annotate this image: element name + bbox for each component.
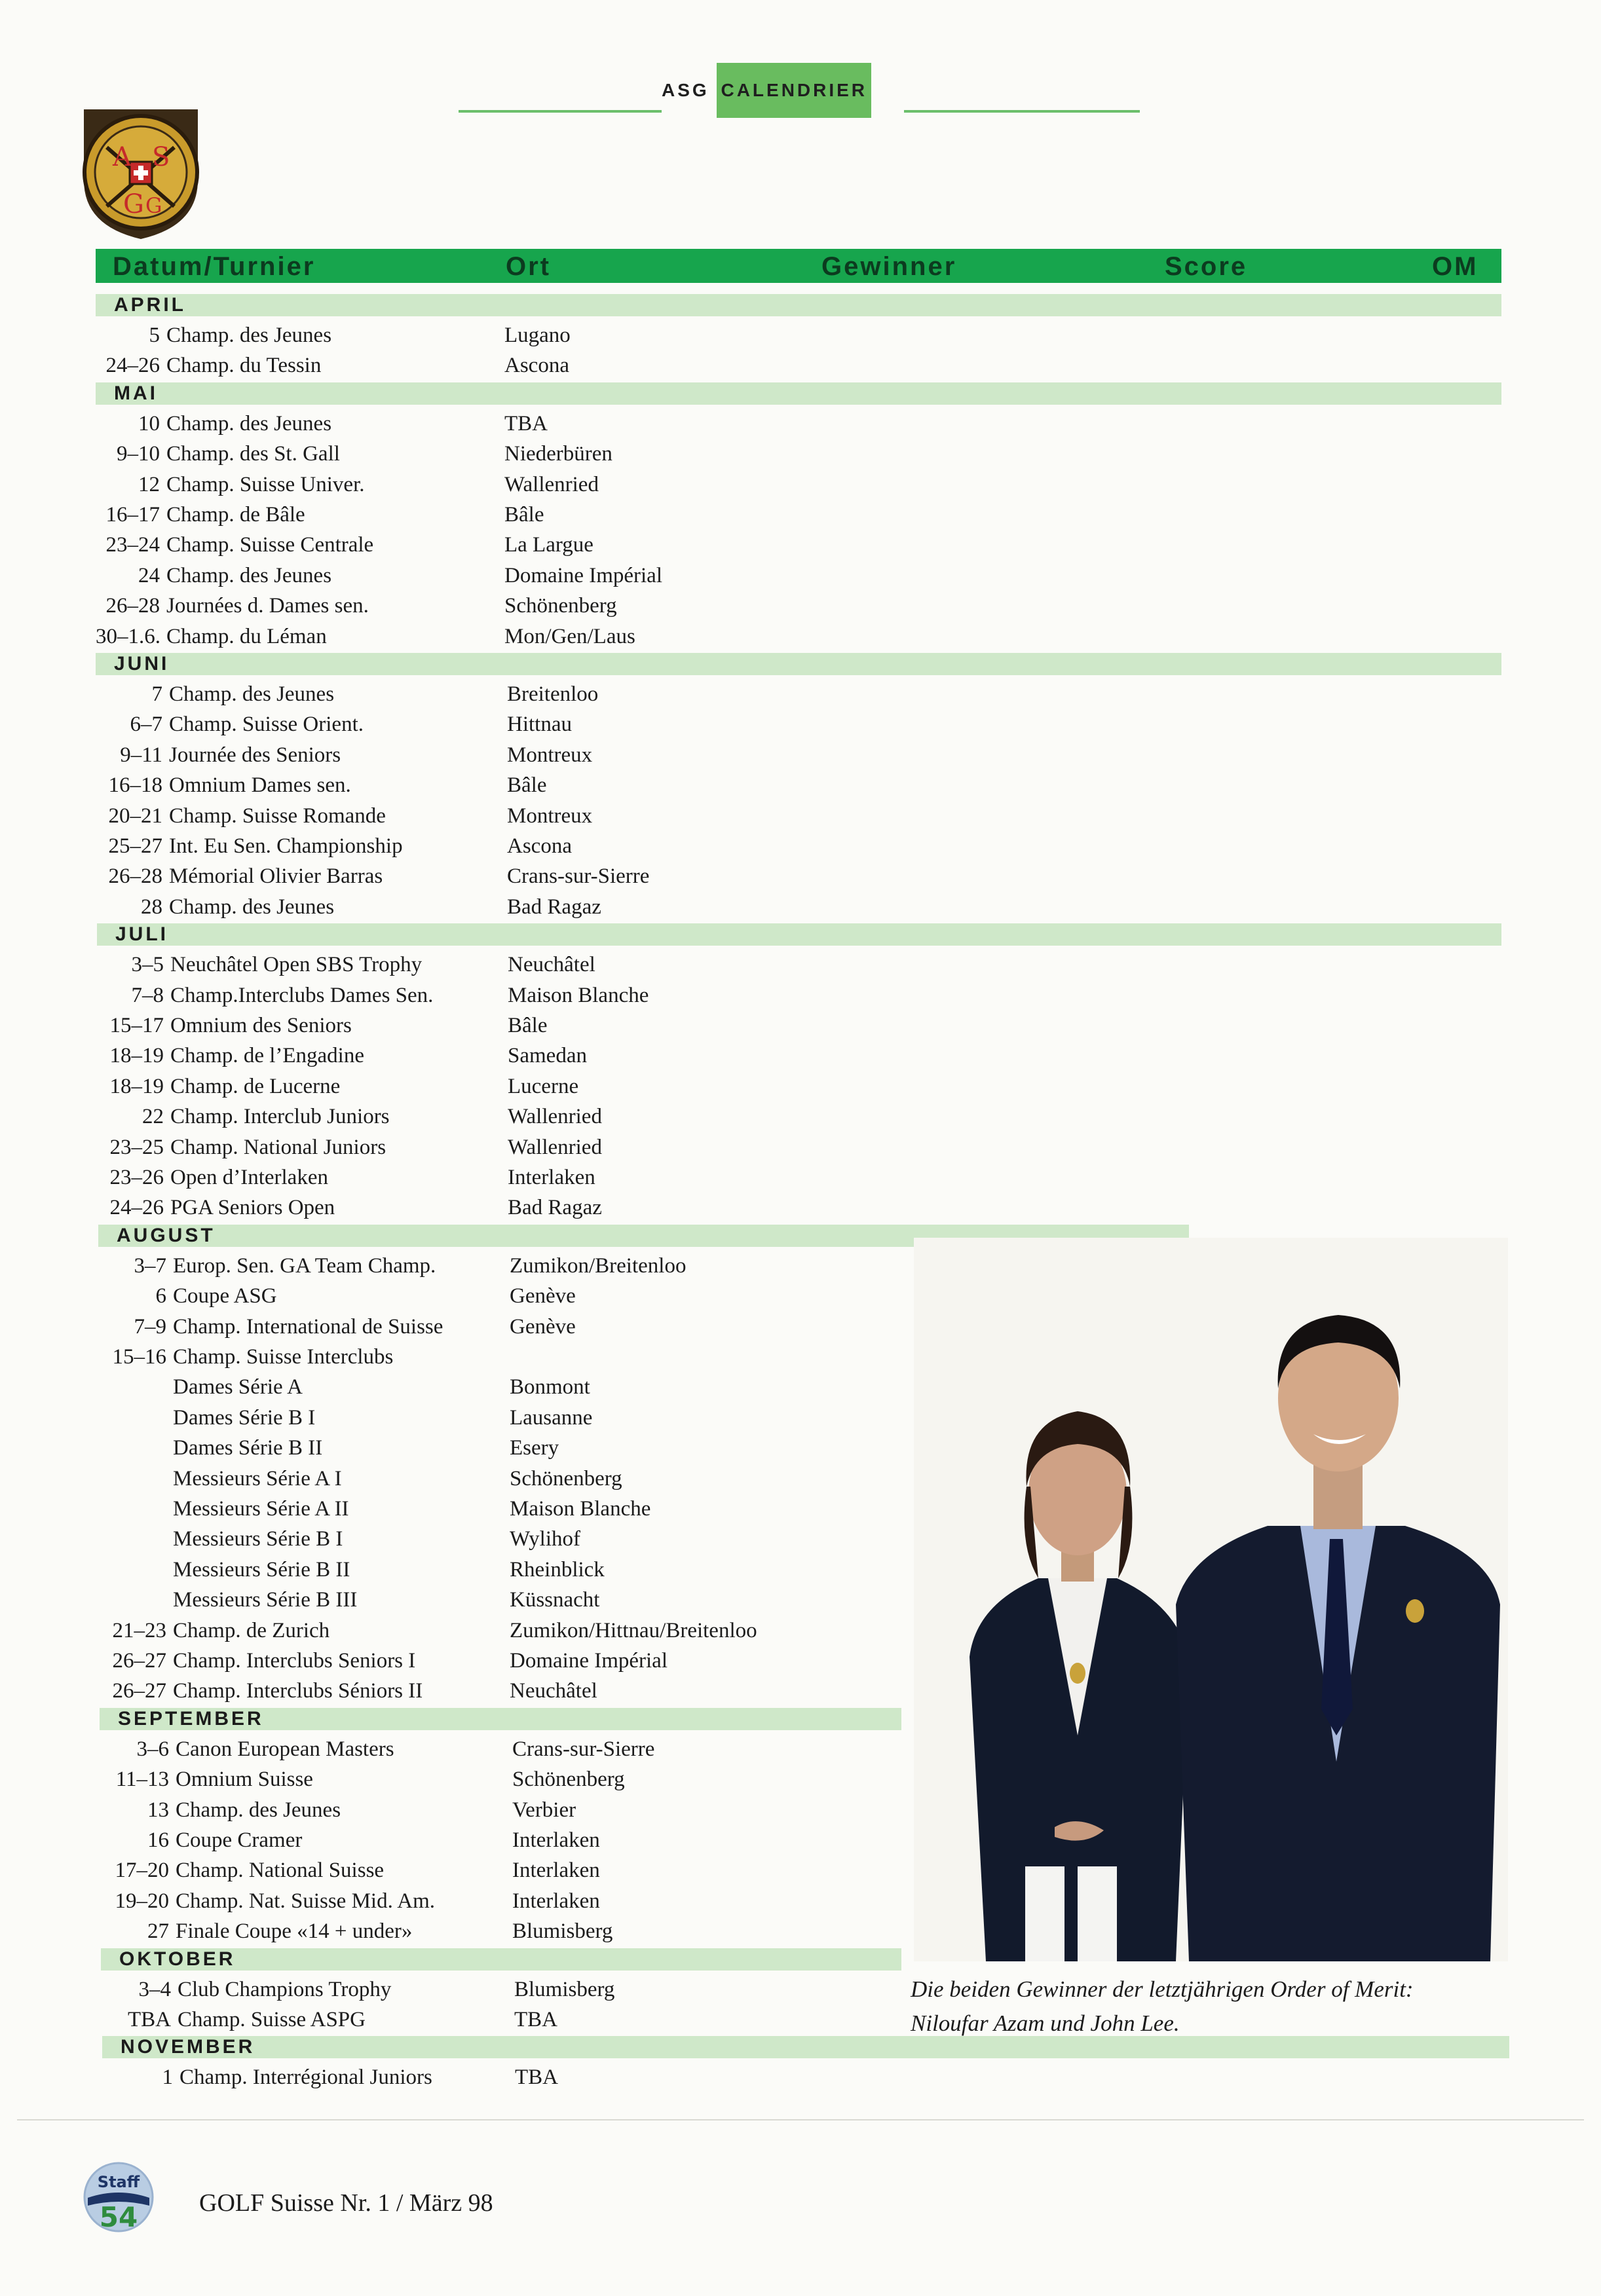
event-place: Montreux	[507, 743, 593, 767]
calendar-event-row	[102, 1524, 856, 1554]
event-name: Mémorial Olivier Barras	[169, 864, 383, 889]
event-name: Canon European Masters	[176, 1737, 394, 1761]
event-place: Esery	[510, 1436, 559, 1460]
calendar-event-row	[102, 1251, 856, 1281]
header-title	[662, 63, 871, 118]
calendar-event-row	[96, 530, 849, 560]
event-date: 26–28	[108, 864, 162, 889]
event-name: Champ. Suisse Orient.	[169, 713, 364, 737]
event-name: Champ. de Zurich	[173, 1618, 330, 1642]
calendar-event-row	[105, 1795, 858, 1825]
calendar-event-row	[96, 409, 849, 439]
event-date: 19–20	[115, 1889, 169, 1913]
month-header: NOVEMBER	[102, 2036, 1509, 2058]
event-date: 15–16	[112, 1345, 166, 1369]
logo-letter-g-small: G	[145, 193, 162, 218]
month-header: SEPTEMBER	[100, 1708, 901, 1730]
event-place: Maison Blanche	[508, 983, 649, 1007]
event-date: 9–11	[120, 743, 162, 767]
event-date: 7	[151, 682, 162, 706]
event-name: Journée des Seniors	[169, 743, 341, 767]
header-title-prefix: ASG	[662, 80, 717, 100]
event-date: 22	[142, 1105, 164, 1129]
calendar-event-row	[96, 500, 849, 530]
event-date: 21–23	[112, 1618, 166, 1642]
event-place: Verbier	[512, 1798, 576, 1822]
event-place: Samedan	[508, 1044, 587, 1068]
footer-divider	[17, 2119, 1584, 2120]
event-place: Bâle	[508, 1014, 548, 1037]
event-name: Champ. des Jeunes	[169, 895, 335, 919]
month-header: OKTOBER	[101, 1948, 901, 1971]
event-name: Champ. des Jeunes	[169, 682, 335, 706]
event-place: Wallenried	[508, 1105, 602, 1129]
header-rule-left	[459, 110, 662, 113]
calendar-event-row	[100, 1132, 853, 1162]
event-place: Crans-sur-Sierre	[512, 1737, 655, 1761]
event-place: Wylihof	[510, 1527, 580, 1551]
calendar-event-row	[102, 1494, 856, 1524]
event-name: Champ. Suisse ASPG	[178, 2008, 366, 2031]
event-name: PGA Seniors Open	[170, 1196, 335, 1220]
event-name: Champ. de Lucerne	[170, 1074, 341, 1098]
event-place: Domaine Impérial	[504, 563, 662, 587]
calendar-event-row	[105, 1916, 858, 1946]
event-name: Messieurs Série A II	[173, 1497, 349, 1521]
event-place: TBA	[515, 2065, 558, 2090]
winners-photo	[914, 1238, 1508, 1961]
calendar-event-row	[107, 1974, 860, 2005]
event-name: Champ. Interclubs Séniors II	[173, 1679, 423, 1703]
event-date: 5	[149, 324, 160, 347]
event-name: Champ. International de Suisse	[173, 1314, 443, 1339]
calendar-event-row	[100, 1162, 853, 1193]
event-place: Montreux	[507, 804, 593, 828]
event-name: Champ. Nat. Suisse Mid. Am.	[176, 1889, 436, 1913]
event-place: Bad Ragaz	[508, 1196, 602, 1220]
month-header: JUNI	[96, 653, 1501, 675]
event-name: Champ. Suisse Interclubs	[173, 1345, 394, 1369]
calendar-event-row	[100, 1193, 853, 1223]
event-place: Lugano	[504, 324, 571, 347]
calendar-event-row	[105, 1825, 858, 1855]
event-name: Champ. des St. Gall	[166, 442, 340, 466]
event-date: 23–24	[105, 533, 160, 557]
event-name: Messieurs Série B I	[173, 1527, 343, 1551]
event-name: Champ. National Suisse	[176, 1859, 385, 1883]
column-om: OM	[1432, 252, 1479, 281]
month-header: AUGUST	[98, 1225, 1189, 1247]
calendar-event-row	[102, 1281, 856, 1311]
calendar-event-row	[98, 679, 852, 709]
event-place: Bad Ragaz	[507, 895, 601, 919]
event-place: Crans-sur-Sierre	[507, 864, 650, 889]
event-name: Europ. Sen. GA Team Champ.	[173, 1253, 436, 1278]
calendar-event-row	[98, 861, 852, 891]
event-date: 17–20	[115, 1859, 169, 1883]
logo-letter-a: A	[113, 142, 132, 172]
column-ort: Ort	[506, 252, 551, 281]
event-date: 26–27	[112, 1649, 166, 1673]
calendar-event-row	[100, 1010, 853, 1041]
event-name: Champ. Interclubs Seniors I	[173, 1649, 416, 1673]
calendar-event-row	[96, 439, 849, 469]
logo-letter-g: G	[123, 189, 144, 219]
event-date: 24–26	[109, 1196, 164, 1220]
event-name: Omnium Suisse	[176, 1768, 313, 1792]
calendar-event-row	[100, 1071, 853, 1102]
event-place: Hittnau	[507, 713, 572, 737]
running-header	[459, 63, 1140, 118]
event-name: Champ. du Léman	[166, 624, 327, 648]
event-name: Dames Série A	[173, 1375, 303, 1399]
calendar-event-row	[105, 1886, 858, 1916]
calendar-event-row	[98, 770, 852, 800]
column-score: Score	[1165, 252, 1248, 281]
event-place: Ascona	[504, 354, 569, 378]
calendar-event-row	[102, 1433, 856, 1463]
event-date: 27	[147, 1919, 169, 1944]
calendar-event-row	[98, 740, 852, 770]
event-name: Omnium des Seniors	[170, 1014, 352, 1037]
calendar-event-row	[100, 980, 853, 1010]
calendar-event-row	[100, 1041, 853, 1071]
event-place: Lucerne	[508, 1074, 579, 1098]
event-date: 18–19	[109, 1044, 164, 1068]
event-name: Messieurs Série A I	[173, 1466, 342, 1491]
event-date: 11–13	[115, 1768, 169, 1792]
event-place: Interlaken	[512, 1859, 600, 1883]
event-date: 16	[147, 1828, 169, 1852]
event-place: Lausanne	[510, 1405, 593, 1430]
calendar-event-row	[98, 709, 852, 739]
event-date: 26–27	[112, 1679, 166, 1703]
event-name: Champ. des Jeunes	[166, 324, 332, 347]
caption-line-2: Niloufar Azam und John Lee.	[911, 2010, 1180, 2036]
event-name: Champ. du Tessin	[166, 354, 322, 378]
event-place: Bâle	[507, 773, 547, 798]
asg-logo	[77, 102, 204, 243]
calendar-event-row	[105, 1764, 858, 1794]
event-date: 3–7	[134, 1253, 166, 1278]
month-header: APRIL	[96, 294, 1501, 316]
event-place: Niederbüren	[504, 442, 612, 466]
event-name: Open d’Interlaken	[170, 1166, 328, 1189]
event-date: 28	[141, 895, 162, 919]
header-rule-right	[904, 110, 1140, 113]
event-date: 6	[155, 1284, 166, 1308]
event-place: Wallenried	[504, 472, 599, 496]
page-number: 54	[99, 2201, 138, 2233]
event-date: 3–4	[138, 1977, 171, 2001]
staff-badge	[83, 2161, 155, 2233]
calendar-event-row	[102, 1403, 856, 1433]
badge-brand-text: Staff	[97, 2173, 140, 2191]
event-date: 26–28	[105, 594, 160, 618]
calendar-event-row	[96, 561, 849, 591]
event-date: 13	[147, 1798, 169, 1822]
event-date: 16–18	[108, 773, 162, 798]
calendar-event-row	[102, 1312, 856, 1342]
logo-letter-s: S	[152, 142, 170, 172]
calendar-event-row	[98, 831, 852, 861]
event-date: 7–9	[134, 1314, 166, 1339]
event-place: Interlaken	[508, 1166, 595, 1189]
event-name: Messieurs Série B III	[173, 1588, 358, 1612]
event-name: Champ. Interclub Juniors	[170, 1105, 390, 1129]
event-place: Neuchâtel	[510, 1679, 597, 1703]
event-date: 12	[138, 472, 160, 496]
event-date: 18–19	[109, 1074, 164, 1098]
event-place: Wallenried	[508, 1135, 602, 1159]
event-name: Champ. des Jeunes	[176, 1798, 341, 1822]
event-date: 23–26	[109, 1166, 164, 1189]
column-datum: Datum/Turnier	[113, 252, 316, 281]
event-date: 6–7	[130, 713, 162, 737]
event-place: Rheinblick	[510, 1557, 605, 1582]
event-date: 23–25	[109, 1135, 164, 1159]
calendar-event-row	[100, 950, 853, 980]
event-place: La Largue	[504, 533, 593, 557]
event-place: Blumisberg	[514, 1977, 615, 2001]
footer-publication: GOLF Suisse Nr. 1 / März 98	[199, 2189, 493, 2217]
event-date: 9–10	[117, 442, 160, 466]
calendar-event-row	[107, 2005, 860, 2035]
calendar-event-row	[96, 591, 849, 621]
event-place: Bâle	[504, 503, 544, 527]
calendar-event-row	[102, 1616, 856, 1646]
event-date: 3–5	[131, 953, 164, 977]
event-date: 3–6	[136, 1737, 169, 1761]
event-place: Schönenberg	[504, 594, 617, 618]
calendar-event-row	[100, 1102, 853, 1132]
event-place: Küssnacht	[510, 1588, 600, 1612]
event-place: Zumikon/Breitenloo	[510, 1253, 687, 1278]
event-date: 16–17	[105, 503, 160, 527]
calendar-event-row	[96, 621, 849, 652]
event-name: Champ. Suisse Centrale	[166, 533, 374, 557]
event-place: Genève	[510, 1314, 576, 1339]
event-place: Mon/Gen/Laus	[504, 624, 635, 648]
calendar-event-row	[102, 1646, 856, 1676]
month-header: MAI	[96, 382, 1501, 405]
event-name: Finale Coupe «14 + under»	[176, 1919, 413, 1944]
calendar-event-row	[102, 1676, 856, 1706]
event-place: Neuchâtel	[508, 953, 595, 977]
calendar-event-row	[98, 892, 852, 922]
column-header-bar	[96, 249, 1501, 283]
event-name: Champ. des Jeunes	[166, 563, 332, 587]
event-place: TBA	[514, 2008, 557, 2031]
calendar-event-row	[98, 801, 852, 831]
calendar-event-row	[96, 350, 849, 380]
event-place: Domaine Impérial	[510, 1649, 668, 1673]
event-name: Coupe ASG	[173, 1284, 277, 1308]
event-date: 20–21	[108, 804, 162, 828]
event-date: 10	[138, 411, 160, 435]
event-name: Neuchâtel Open SBS Trophy	[170, 953, 423, 977]
event-place: Zumikon/Hittnau/Breitenloo	[510, 1618, 757, 1642]
event-place: Interlaken	[512, 1828, 600, 1852]
event-name: Champ. des Jeunes	[166, 411, 332, 435]
event-date: 24	[138, 563, 160, 587]
event-place: Bonmont	[510, 1375, 590, 1399]
header-title-highlight: CALENDRIER	[717, 63, 871, 118]
calendar-event-row	[105, 1855, 858, 1885]
event-place: Breitenloo	[507, 682, 599, 706]
event-name: Champ. de l’Engadine	[170, 1044, 365, 1068]
event-date: 1	[162, 2065, 173, 2090]
event-name: Champ.Interclubs Dames Sen.	[170, 983, 434, 1007]
event-name: Club Champions Trophy	[178, 1977, 392, 2001]
calendar-event-row	[96, 470, 849, 500]
event-place: Interlaken	[512, 1889, 600, 1913]
event-place: Maison Blanche	[510, 1497, 651, 1521]
column-gewinner: Gewinner	[821, 252, 957, 281]
event-date: 30–1.6.	[96, 624, 160, 648]
event-date: 25–27	[108, 834, 162, 858]
event-name: Champ. Interrégional Juniors	[179, 2065, 432, 2090]
event-date: 15–17	[109, 1014, 164, 1037]
event-name: Int. Eu Sen. Championship	[169, 834, 403, 858]
event-place: Ascona	[507, 834, 572, 858]
event-name: Coupe Cramer	[176, 1828, 303, 1852]
calendar-event-row	[102, 1372, 856, 1402]
event-name: Messieurs Série B II	[173, 1557, 350, 1582]
calendar-event-row	[109, 2062, 862, 2092]
calendar-event-row	[102, 1585, 856, 1615]
event-place: Blumisberg	[512, 1919, 613, 1944]
event-name: Champ. de Bâle	[166, 503, 305, 527]
calendar-event-row	[105, 1734, 858, 1764]
event-name: Dames Série B I	[173, 1405, 316, 1430]
event-place: TBA	[504, 411, 548, 435]
event-place: Genève	[510, 1284, 576, 1308]
calendar-event-row	[96, 320, 849, 350]
event-name: Champ. Suisse Romande	[169, 804, 386, 828]
caption-line-1: Die beiden Gewinner der letztjährigen Order of Merit:	[911, 1976, 1414, 2002]
event-date: 24–26	[105, 354, 160, 378]
calendar-event-row	[102, 1342, 856, 1372]
month-header: JULI	[97, 923, 1501, 946]
event-place: Schönenberg	[512, 1768, 625, 1792]
event-name: Journées d. Dames sen.	[166, 594, 369, 618]
event-name: Omnium Dames sen.	[169, 773, 351, 798]
event-name: Champ. National Juniors	[170, 1135, 386, 1159]
calendar-event-row	[102, 1464, 856, 1494]
calendar-event-row	[102, 1555, 856, 1585]
event-place: Schönenberg	[510, 1466, 622, 1491]
event-date: TBA	[128, 2008, 171, 2031]
event-name: Champ. Suisse Univer.	[166, 472, 365, 496]
event-name: Dames Série B II	[173, 1436, 323, 1460]
event-date: 7–8	[131, 983, 164, 1007]
photo-caption	[911, 1972, 1414, 2041]
